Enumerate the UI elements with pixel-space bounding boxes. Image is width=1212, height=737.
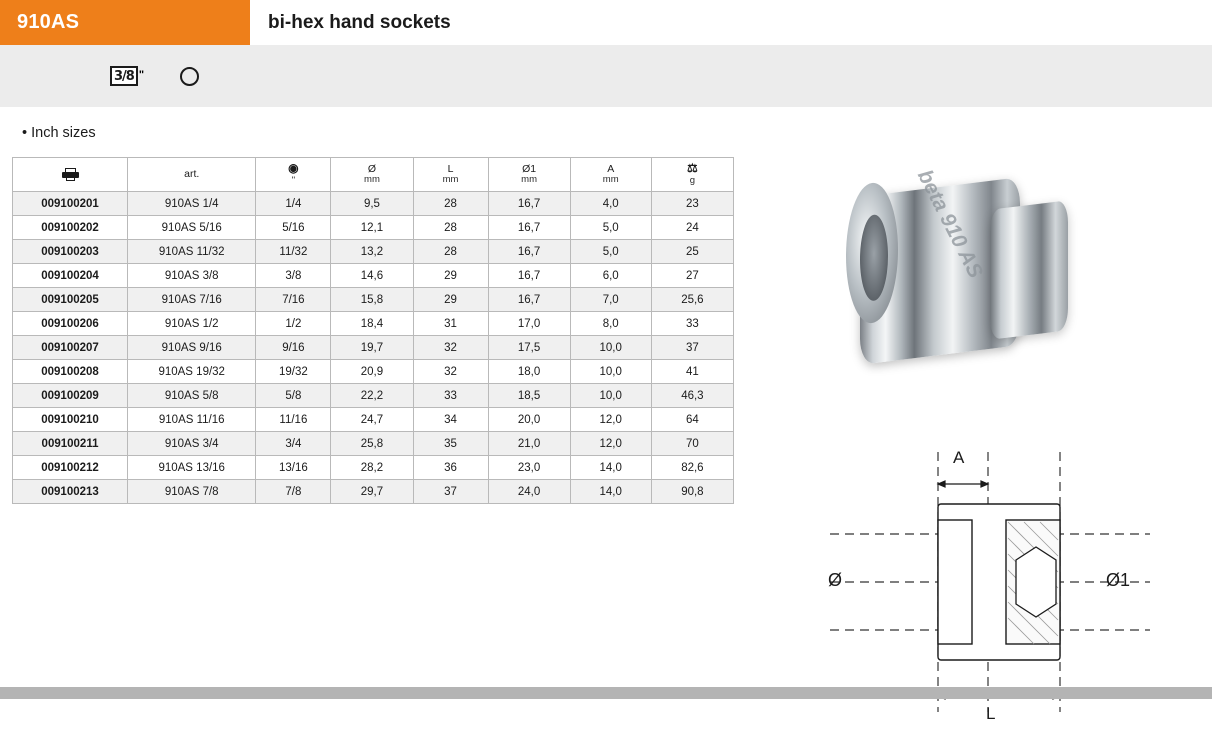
cell-article: 910AS 3/4 <box>128 432 256 456</box>
cell-value: 5/16 <box>256 216 331 240</box>
cell-value: 29 <box>413 264 488 288</box>
drive-size-value: 3/8 <box>110 66 138 86</box>
cell-value: 11/16 <box>256 408 331 432</box>
cell-value: 23 <box>651 192 733 216</box>
cell-product-code: 009100209 <box>13 384 128 408</box>
table-row <box>13 216 734 240</box>
socket-icon: ◉ <box>288 161 299 176</box>
cell-value: 9,5 <box>331 192 413 216</box>
cell-product-code: 009100213 <box>13 480 128 504</box>
cell-value: 20,0 <box>488 408 570 432</box>
cell-value: 3/8 <box>256 264 331 288</box>
cell-value: 28 <box>413 216 488 240</box>
col-header-weight-unit: g <box>689 174 696 186</box>
cell-value: 10,0 <box>570 336 651 360</box>
cell-value: 5,0 <box>570 216 651 240</box>
cell-article: 910AS 7/16 <box>128 288 256 312</box>
cell-value: 41 <box>651 360 733 384</box>
cell-value: 18,0 <box>488 360 570 384</box>
cell-value: 7,0 <box>570 288 651 312</box>
cell-value: 15,8 <box>331 288 413 312</box>
cell-value: 20,9 <box>331 360 413 384</box>
col-header-length-label: L <box>447 163 454 175</box>
dim-label-length: L <box>986 704 996 723</box>
cell-value: 14,6 <box>331 264 413 288</box>
cell-product-code: 009100204 <box>13 264 128 288</box>
cell-value: 36 <box>413 456 488 480</box>
cell-article: 910AS 19/32 <box>128 360 256 384</box>
specs-table <box>12 157 734 504</box>
col-header-socket-size <box>256 158 331 192</box>
cell-value: 1/2 <box>256 312 331 336</box>
cell-value: 16,7 <box>488 288 570 312</box>
cell-value: 10,0 <box>570 384 651 408</box>
col-header-length <box>413 158 488 192</box>
cell-value: 24,7 <box>331 408 413 432</box>
cell-value: 33 <box>413 384 488 408</box>
page-title: bi-hex hand sockets <box>250 0 1212 45</box>
table-header-row <box>13 158 734 192</box>
dim-label-diameter: Ø <box>828 570 843 590</box>
cell-value: 19,7 <box>331 336 413 360</box>
socket-collar-shape <box>990 200 1068 340</box>
drive-size-unit: " <box>138 69 145 81</box>
cell-article: 910AS 13/16 <box>128 456 256 480</box>
cell-product-code: 009100203 <box>13 240 128 264</box>
cell-product-code: 009100207 <box>13 336 128 360</box>
cell-article: 910AS 5/8 <box>128 384 256 408</box>
cell-value: 29 <box>413 288 488 312</box>
dim-label-a: A <box>953 448 965 467</box>
cell-value: 9/16 <box>256 336 331 360</box>
cell-value: 18,5 <box>488 384 570 408</box>
table-row <box>13 432 734 456</box>
cell-value: 5/8 <box>256 384 331 408</box>
cell-article: 910AS 11/16 <box>128 408 256 432</box>
cell-article: 910AS 1/2 <box>128 312 256 336</box>
cell-article: 910AS 1/4 <box>128 192 256 216</box>
table-row <box>13 384 734 408</box>
cell-value: 24,0 <box>488 480 570 504</box>
cell-value: 16,7 <box>488 264 570 288</box>
col-header-a-unit: mm <box>602 174 619 186</box>
cell-value: 18,4 <box>331 312 413 336</box>
drive-size-icon <box>110 66 144 86</box>
table-row <box>13 192 734 216</box>
cell-product-code: 009100205 <box>13 288 128 312</box>
cell-value: 8,0 <box>570 312 651 336</box>
page-header <box>0 0 1212 45</box>
col-header-diameter-label: Ø <box>367 163 377 175</box>
cell-value: 33 <box>651 312 733 336</box>
cell-value: 14,0 <box>570 480 651 504</box>
cell-value: 7/16 <box>256 288 331 312</box>
col-header-diameter-unit: mm <box>364 174 380 186</box>
cell-value: 17,0 <box>488 312 570 336</box>
specs-table-wrapper <box>12 157 734 504</box>
cell-product-code: 009100202 <box>13 216 128 240</box>
col-header-a-label: A <box>607 163 615 175</box>
cell-value: 3/4 <box>256 432 331 456</box>
ring-icon <box>180 67 199 86</box>
col-header-socket-unit: " <box>291 174 296 186</box>
weight-icon: ⚖ <box>687 161 698 176</box>
cell-value: 25,8 <box>331 432 413 456</box>
cell-value: 19/32 <box>256 360 331 384</box>
cell-value: 16,7 <box>488 240 570 264</box>
size-note: • Inch sizes <box>22 125 96 141</box>
cell-value: 35 <box>413 432 488 456</box>
cell-product-code: 009100201 <box>13 192 128 216</box>
attribute-icon-bar <box>0 45 1212 107</box>
cell-value: 31 <box>413 312 488 336</box>
col-header-article-label: art. <box>184 168 200 181</box>
cell-value: 12,0 <box>570 432 651 456</box>
col-header-diameter1-unit: mm <box>521 174 537 186</box>
cell-value: 70 <box>651 432 733 456</box>
table-row <box>13 408 734 432</box>
cell-value: 29,7 <box>331 480 413 504</box>
cell-value: 14,0 <box>570 456 651 480</box>
dim-label-diameter1: Ø1 <box>1106 570 1131 590</box>
cell-value: 28,2 <box>331 456 413 480</box>
table-row <box>13 264 734 288</box>
cell-value: 32 <box>413 336 488 360</box>
cell-value: 4,0 <box>570 192 651 216</box>
col-header-length-unit: mm <box>442 174 459 186</box>
cell-value: 22,2 <box>331 384 413 408</box>
cell-value: 12,0 <box>570 408 651 432</box>
cell-value: 25 <box>651 240 733 264</box>
col-header-code <box>13 158 128 192</box>
specs-table-body <box>13 192 734 504</box>
product-code-badge: 910AS <box>0 0 250 45</box>
cell-value: 37 <box>651 336 733 360</box>
cell-product-code: 009100212 <box>13 456 128 480</box>
cell-value: 37 <box>413 480 488 504</box>
socket-bore-shape <box>860 213 888 302</box>
table-row <box>13 288 734 312</box>
cell-value: 23,0 <box>488 456 570 480</box>
cell-value: 13/16 <box>256 456 331 480</box>
col-header-diameter1-label: Ø1 <box>522 163 537 175</box>
brand-engraving-text: beta 910 AS <box>912 166 988 282</box>
cell-value: 12,1 <box>331 216 413 240</box>
cell-article: 910AS 7/8 <box>128 480 256 504</box>
cell-value: 34 <box>413 408 488 432</box>
col-header-diameter1 <box>488 158 570 192</box>
cell-value: 64 <box>651 408 733 432</box>
cell-value: 6,0 <box>570 264 651 288</box>
cell-article: 910AS 3/8 <box>128 264 256 288</box>
cell-value: 32 <box>413 360 488 384</box>
page-footer-bar <box>0 687 1212 699</box>
cell-value: 21,0 <box>488 432 570 456</box>
cell-product-code: 009100208 <box>13 360 128 384</box>
cell-value: 28 <box>413 192 488 216</box>
col-header-diameter <box>331 158 413 192</box>
table-row <box>13 240 734 264</box>
page-body <box>0 107 1212 723</box>
cell-article: 910AS 5/16 <box>128 216 256 240</box>
table-row <box>13 456 734 480</box>
cell-article: 910AS 9/16 <box>128 336 256 360</box>
cell-value: 28 <box>413 240 488 264</box>
printer-icon <box>62 168 79 181</box>
col-header-article <box>128 158 256 192</box>
col-header-a <box>570 158 651 192</box>
cell-product-code: 009100206 <box>13 312 128 336</box>
cell-value: 82,6 <box>651 456 733 480</box>
cell-value: 46,3 <box>651 384 733 408</box>
specs-table-head <box>13 158 734 192</box>
cell-article: 910AS 11/32 <box>128 240 256 264</box>
table-row <box>13 312 734 336</box>
table-row <box>13 336 734 360</box>
cell-value: 17,5 <box>488 336 570 360</box>
cell-value: 90,8 <box>651 480 733 504</box>
cell-value: 13,2 <box>331 240 413 264</box>
cell-product-code: 009100211 <box>13 432 128 456</box>
cell-value: 25,6 <box>651 288 733 312</box>
cell-value: 7/8 <box>256 480 331 504</box>
cell-value: 1/4 <box>256 192 331 216</box>
cell-value: 11/32 <box>256 240 331 264</box>
table-row <box>13 360 734 384</box>
cell-value: 27 <box>651 264 733 288</box>
cell-value: 24 <box>651 216 733 240</box>
cell-value: 5,0 <box>570 240 651 264</box>
product-photo <box>838 167 1148 382</box>
cell-product-code: 009100210 <box>13 408 128 432</box>
table-row <box>13 480 734 504</box>
col-header-weight <box>651 158 733 192</box>
cell-value: 16,7 <box>488 192 570 216</box>
cell-value: 10,0 <box>570 360 651 384</box>
cell-value: 16,7 <box>488 216 570 240</box>
